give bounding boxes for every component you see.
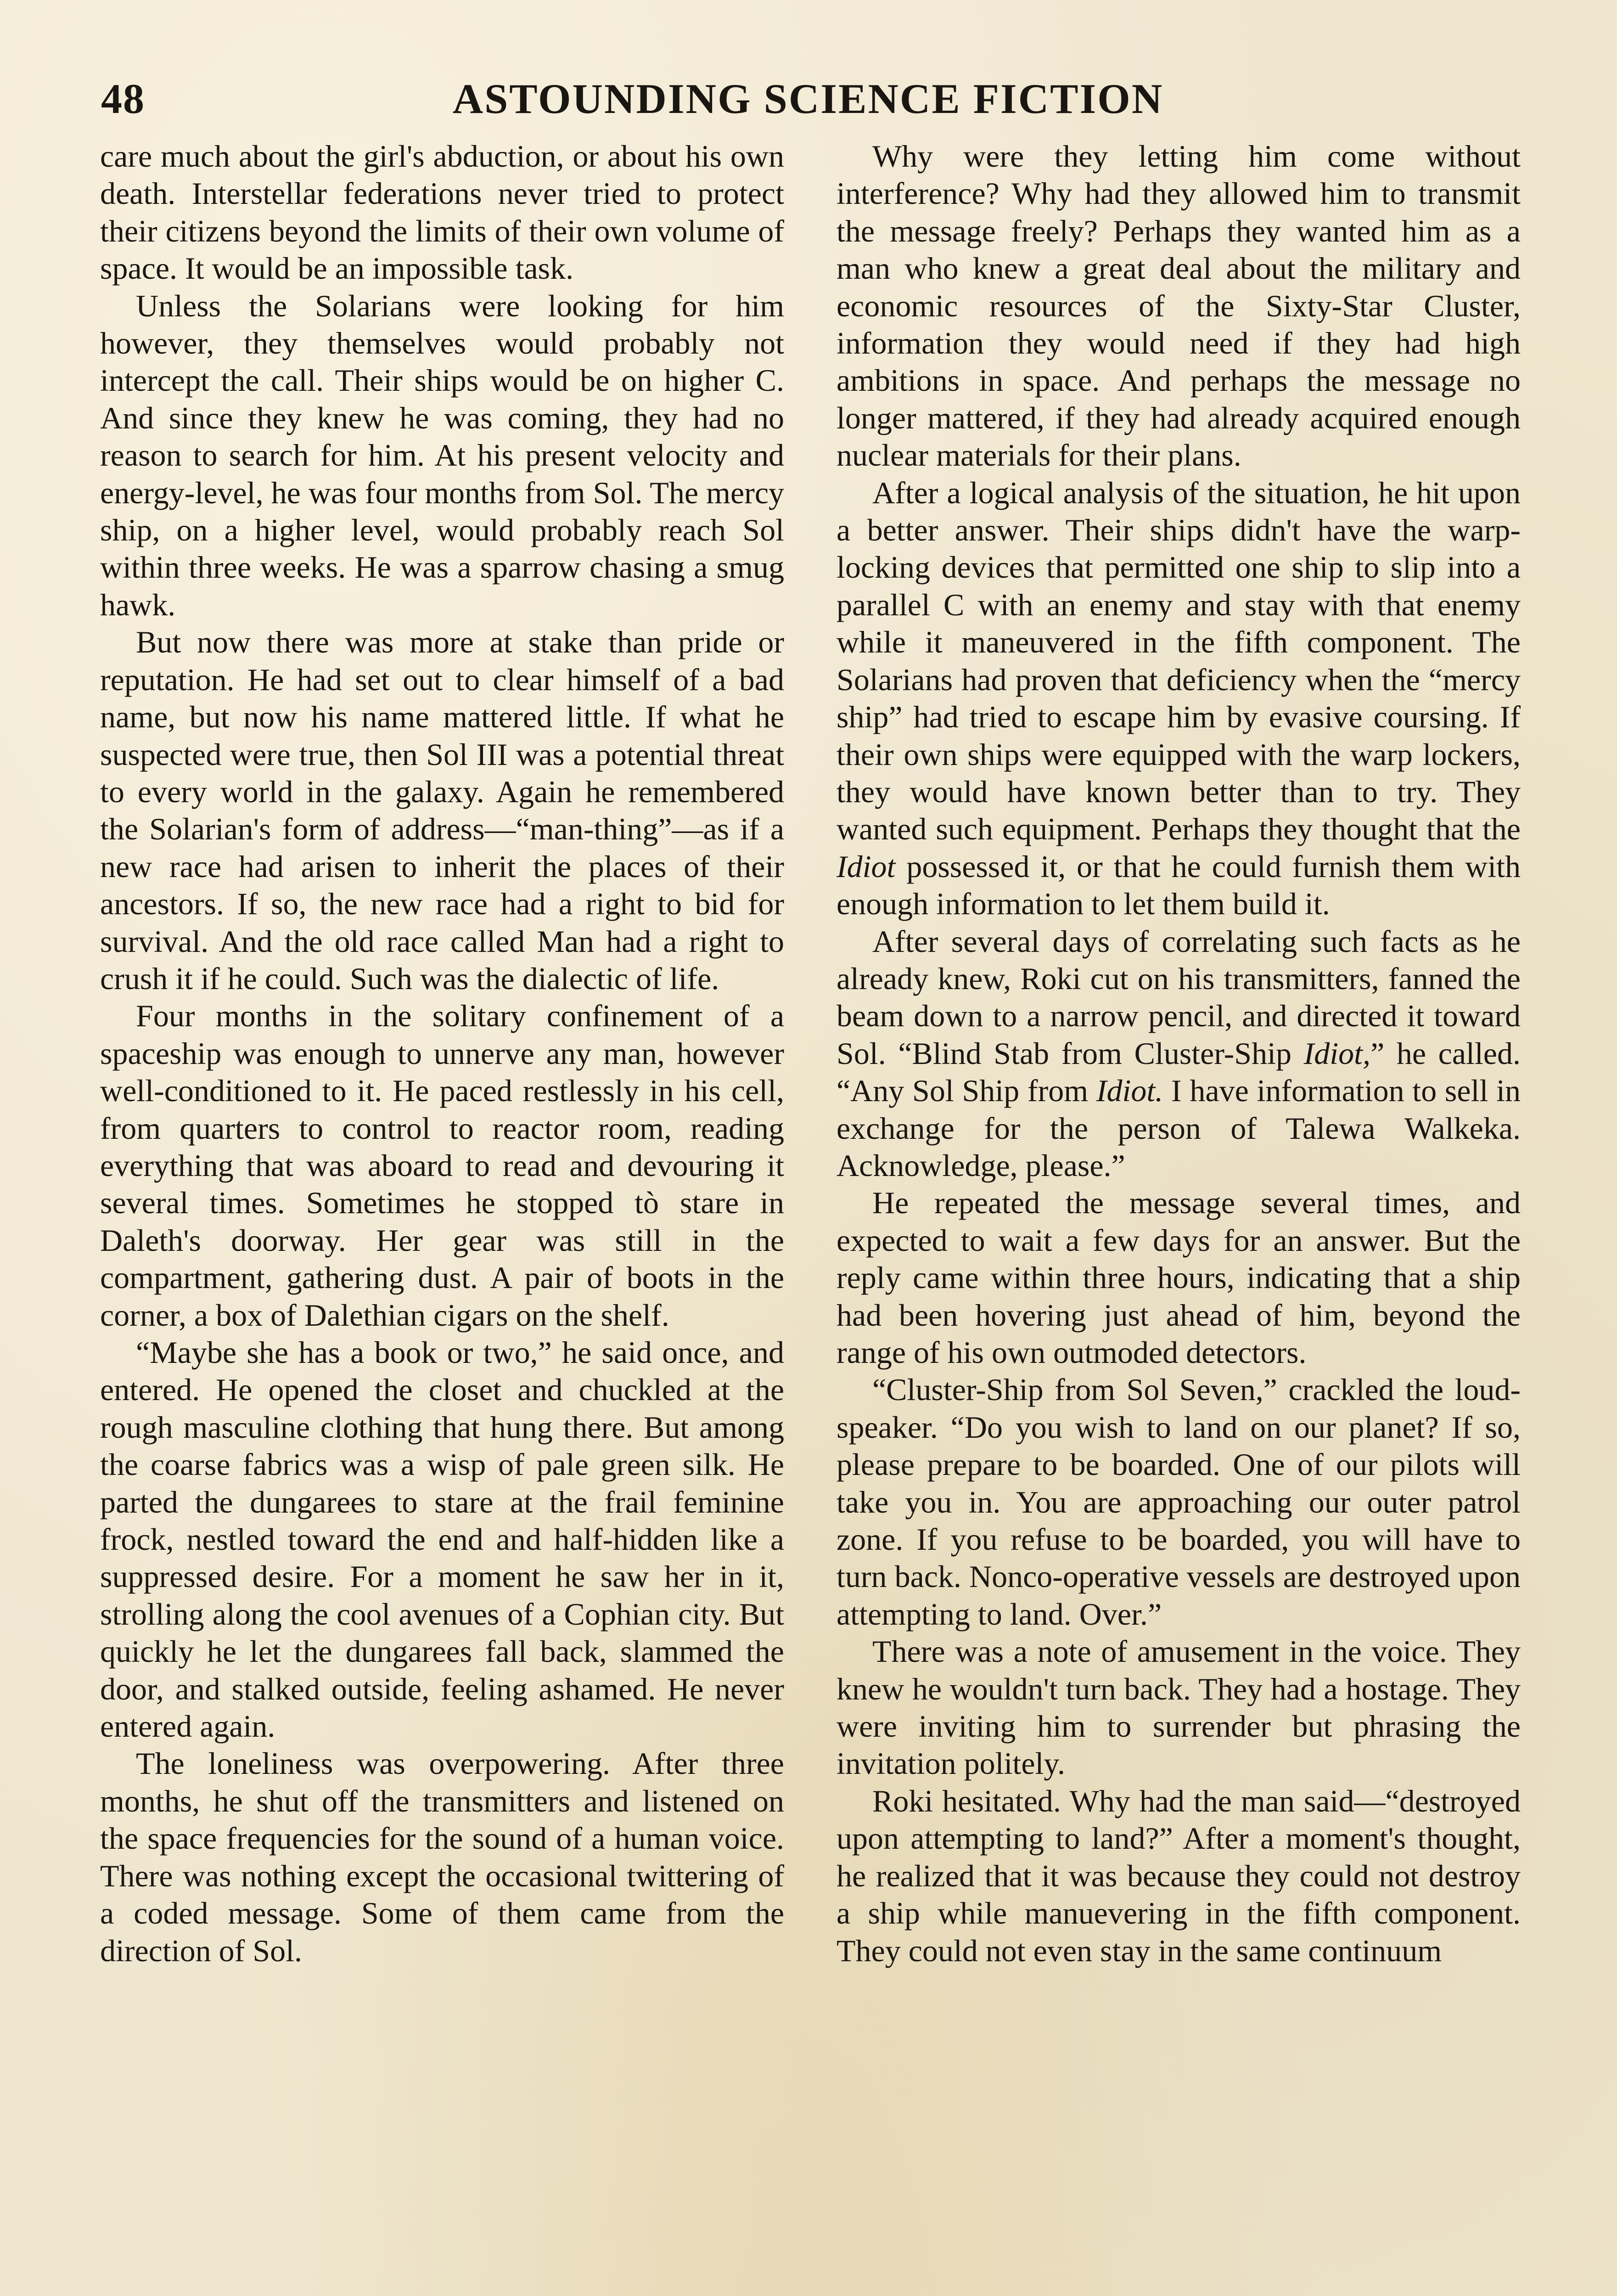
text-columns <box>100 138 1521 2296</box>
paragraph: He repeated the message several times, and expected to wait a few days for an answer. But the reply came within three hours, indicating that a ship had been hovering just ahead of him, beyond the range of his own outmoded detectors. <box>837 1185 1521 1370</box>
ship-name: Idiot. <box>1096 1073 1163 1109</box>
paragraph <box>837 474 1521 923</box>
ship-name: Idiot <box>837 849 896 884</box>
paragraph: There was a note of amusement in the voice. They knew he wouldn't turn back. They had a hostage. They were inviting him to surrender but phrasing the invitation politely. <box>837 1634 1521 1781</box>
paragraph-text: After several days of correlating such facts as he already knew, Roki cut on his transmitters, fanned the beam down to a narrow pencil, and directed it toward Sol. “Blind Stab from Cluster-Ship <box>837 923 1521 1071</box>
right-column <box>837 138 1521 2296</box>
paragraph: But now there was more at stake than pride or reputation. He had set out to clear himself of a bad name, but now his name mattered little. If what he suspected were true, then Sol III was a potential threat to every world in the galaxy. Again he remembered the Solarian's form of address—“man-thing”—as if a new race had arisen to inherit the places of their ancestors. If so, the new race had a right to bid for survival. And the old race called Man had a right to crush it if he could. Such was the dialectic of life. <box>100 625 784 996</box>
paragraph: Four months in the solitary confinement of a spaceship was enough to unnerve any man, however well-conditioned to it. He paced restlessly in his cell, from quarters to control to reactor room, reading everything that was aboard to read and devouring it several times. Sometimes he stopped tò stare in Daleth's doorway. Her gear was still in the compartment, gathering dust. A pair of boots in the corner, a box of Dalethian cigars on the shelf. <box>100 998 784 1333</box>
running-title: ASTOUNDING SCIENCE FICTION <box>452 75 1164 122</box>
paragraph <box>837 923 1521 1185</box>
paragraph: Unless the Solarians were looking for him however, they themselves would probably not intercept the call. Their ships would be on higher C. And since they knew he was coming, they had no reason to search for him. At his present velocity and energy-level, he was four months from Sol. The mercy ship, on a higher level, would probably reach Sol within three weeks. He was a sparrow chasing a smug hawk. <box>100 288 784 622</box>
paragraph: Why were they letting him come without interference? Why had they allowed him to transmit the message freely? Perhaps they wanted him as a man who knew a great deal about the military and economic resources of the Sixty-Star Cluster, information they would need if they had high ambitions in space. And perhaps the message no longer mattered, if they had already acquired enough nuclear materials for their plans. <box>837 139 1521 473</box>
paragraph: care much about the girl's abduction, or about his own death. Interstellar federations never tried to protect their citizens beyond the limits of their own volume of space. It would be an impossible task. <box>100 139 784 286</box>
paragraph-text: After a logical analysis of the situation, he hit upon a better answer. Their ships didn't have the warp-locking devices that permitted one ship to slip into a parallel C with an enemy and stay with that enemy while it maneuvered in the fifth component. The Solarians had proven that deficiency when the “mercy ship” had tried to escape him by evasive coursing. If their own ships were equipped with the warp lockers, they would have known better than to try. They wanted such equipment. Perhaps they thought that the <box>837 475 1521 847</box>
paragraph: The loneliness was overpowering. After three months, he shut off the transmitters and listened on the space frequencies for the sound of a human voice. There was nothing except the occasional twittering of a coded message. Some of them came from the direction of Sol. <box>100 1746 784 1968</box>
left-column <box>100 138 784 2296</box>
paragraph-text: I have information to sell in exchange for the person of Talewa Walkeka. Acknowledge, please.” <box>837 1073 1521 1183</box>
paragraph: “Maybe she has a book or two,” he said once, and entered. He opened the closet and chuckled at the rough masculine clothing that hung there. But among the coarse fabrics was a wisp of pale green silk. He parted the dungarees to stare at the frail feminine frock, nestled toward the end and half-hidden like a suppressed desire. For a moment he saw her in it, strolling along the cool avenues of a Cophian city. But quickly he let the dungarees fall back, slammed the door, and stalked outside, feeling ashamed. He never entered again. <box>100 1335 784 1744</box>
paragraph: Roki hesitated. Why had the man said—“destroyed upon attempting to land?” After a moment's thought, he realized that it was because they could not destroy a ship while manuevering in the fifth component. They could not even stay in the same continuum <box>837 1783 1521 1968</box>
paragraph-text: ” he called. “Any Sol Ship from <box>837 1035 1521 1109</box>
ship-name: Idiot, <box>1303 1035 1371 1071</box>
paragraph-text: possessed it, or that he could furnish them with enough information to let them build it. <box>837 849 1521 922</box>
page-header <box>101 64 1515 133</box>
page-number: 48 <box>101 75 145 122</box>
paragraph: “Cluster-Ship from Sol Seven,” crackled the loud-speaker. “Do you wish to land on our planet? If so, please prepare to be boarded. One of our pilots will take you in. You are approaching our outer patrol zone. If you refuse to be boarded, you will have to turn back. Nonco-operative vessels are destroyed upon attempting to land. Over.” <box>837 1372 1521 1632</box>
